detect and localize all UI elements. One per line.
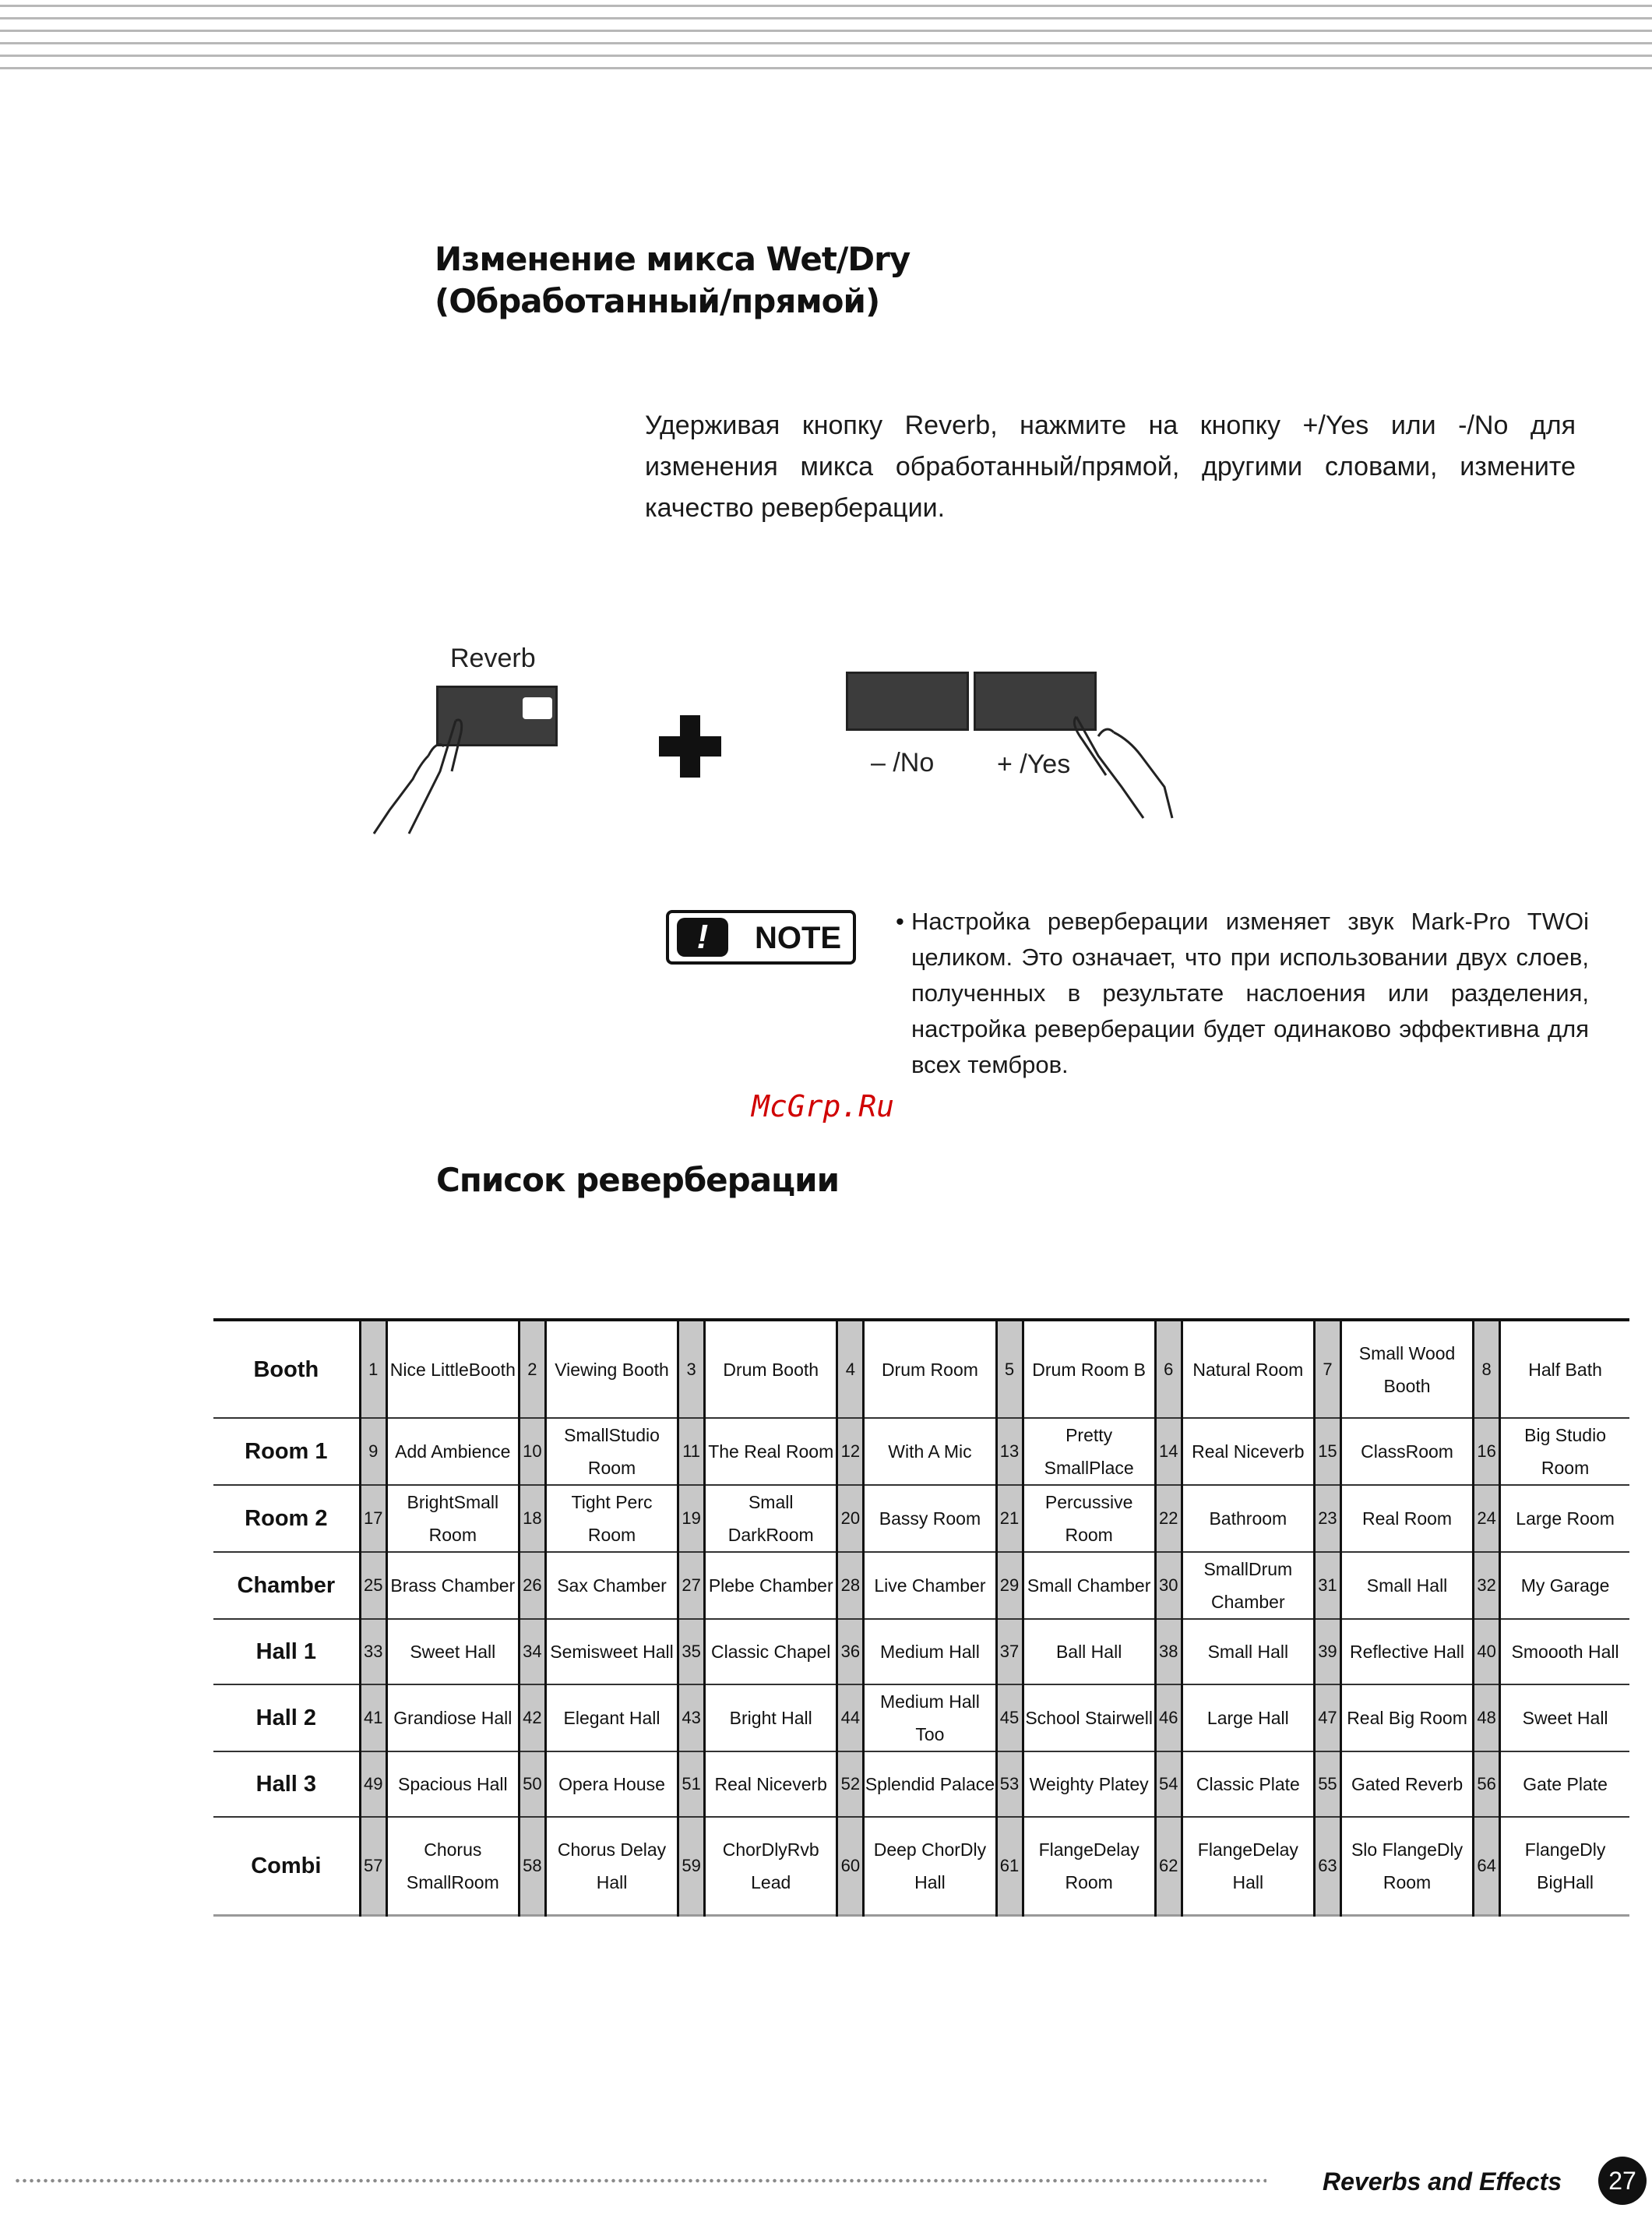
reverb-name-cell: Deep ChorDly Hall [873, 1839, 987, 1892]
reverb-name-cell: Drum Room B [1032, 1359, 1146, 1380]
reverb-name-cell: Bright Hall [729, 1708, 812, 1728]
reverb-number-cell: 30 [1155, 1552, 1182, 1619]
reverb-number-cell: 10 [519, 1418, 545, 1485]
reverb-name-cell: Nice LittleBooth [389, 1359, 516, 1380]
reverb-number-cell: 19 [678, 1485, 705, 1552]
reverb-name-cell: Ball Hall [1055, 1642, 1122, 1662]
hand-pressing-yes-icon [1067, 701, 1176, 826]
reverb-number-cell: 2 [519, 1320, 545, 1418]
reverb-name-cell: ClassRoom [1361, 1441, 1453, 1462]
reverb-number-cell: 12 [837, 1418, 864, 1485]
reverb-number-cell: 34 [519, 1619, 545, 1684]
reverb-number-cell: 42 [519, 1684, 545, 1751]
reverb-name-cell: Percussive Room [1044, 1492, 1133, 1545]
note-badge-label: NOTE [755, 921, 842, 955]
reverb-name-cell: FlangeDly BigHall [1524, 1839, 1606, 1892]
category-cell: Room 1 [245, 1439, 328, 1464]
reverb-number-cell: 40 [1474, 1619, 1500, 1684]
page-number: 27 [1598, 2157, 1647, 2205]
reverb-name-cell: Real Room [1362, 1508, 1453, 1529]
reverb-name-cell: Tight Perc Room [571, 1492, 653, 1545]
hand-pressing-reverb-icon [366, 686, 483, 841]
reverb-number-cell: 15 [1314, 1418, 1340, 1485]
reverb-number-cell: 64 [1474, 1817, 1500, 1915]
reverb-name-cell: The Real Room [708, 1441, 834, 1462]
reverb-list-title: Список реверберации [436, 1161, 840, 1199]
reverb-number-cell: 47 [1314, 1684, 1340, 1751]
reverb-name-cell: BrightSmall Room [407, 1492, 499, 1545]
table-row [213, 1552, 1629, 1619]
category-cell: Hall 3 [255, 1772, 317, 1797]
reverb-number-cell: 18 [519, 1485, 545, 1552]
reverb-number-cell: 49 [360, 1751, 386, 1817]
reverb-name-cell: Pretty SmallPlace [1044, 1425, 1134, 1478]
reverb-name-cell: Small Wood Booth [1358, 1342, 1456, 1396]
reverb-name-cell: Live Chamber [874, 1575, 986, 1596]
reverb-name-cell: Real Niceverb [1192, 1441, 1305, 1462]
reverb-name-cell: Slo FlangeDly Room [1351, 1839, 1464, 1892]
reverb-name-cell: School Stairwell [1025, 1708, 1153, 1728]
reverb-number-cell: 27 [678, 1552, 705, 1619]
reverb-name-cell: With A Mic [888, 1441, 972, 1462]
reverb-name-cell: Real Big Room [1347, 1708, 1467, 1728]
watermark: McGrp.Ru [752, 1089, 895, 1123]
table-row [213, 1418, 1629, 1485]
reverb-number-cell: 17 [360, 1485, 386, 1552]
reverb-number-cell: 6 [1155, 1320, 1182, 1418]
reverb-name-cell: Bathroom [1209, 1508, 1287, 1529]
reverb-number-cell: 13 [996, 1418, 1023, 1485]
plus-icon [659, 715, 721, 778]
reverb-number-cell: 1 [360, 1320, 386, 1418]
note-badge [666, 910, 856, 965]
table-row [213, 1751, 1629, 1817]
category-cell: Room 2 [245, 1506, 328, 1531]
minus-no-label: – /No [871, 748, 935, 778]
reverb-name-cell: Sweet Hall [410, 1642, 496, 1662]
reverb-number-cell: 28 [837, 1552, 864, 1619]
reverb-number-cell: 26 [519, 1552, 545, 1619]
reverb-name-cell: Small DarkRoom [727, 1492, 814, 1545]
reverb-number-cell: 35 [678, 1619, 705, 1684]
reverb-name-cell: Brass Chamber [390, 1575, 516, 1596]
reverb-number-cell: 32 [1474, 1552, 1500, 1619]
reverb-number-cell: 20 [837, 1485, 864, 1552]
reverb-number-cell: 44 [837, 1684, 864, 1751]
reverb-number-cell: 21 [996, 1485, 1023, 1552]
reverb-number-cell: 61 [996, 1817, 1023, 1915]
reverb-name-cell: Small Chamber [1027, 1575, 1151, 1596]
table-row [213, 1485, 1629, 1552]
reverb-number-cell: 50 [519, 1751, 545, 1817]
reverb-number-cell: 7 [1314, 1320, 1340, 1418]
table-row [213, 1320, 1629, 1418]
reverb-number-cell: 22 [1155, 1485, 1182, 1552]
reverb-name-cell: Gate Plate [1523, 1774, 1608, 1794]
reverb-number-cell: 29 [996, 1552, 1023, 1619]
reverb-number-cell: 60 [837, 1817, 864, 1915]
reverb-name-cell: Natural Room [1192, 1359, 1304, 1380]
reverb-name-cell: ChorDlyRvb Lead [722, 1839, 819, 1892]
reverb-number-cell: 11 [678, 1418, 705, 1485]
footer-dotted-rule [14, 2178, 1266, 2183]
note-bullet: • [896, 908, 904, 935]
reverb-name-cell: Grandiose Hall [393, 1708, 513, 1728]
reverb-name-cell: Classic Plate [1196, 1774, 1300, 1794]
table-row [213, 1817, 1629, 1915]
header-rule-lines [0, 0, 1652, 78]
note-text: Настройка реверберации изменяет звук Mark-Pro TWOi целиком. Это означает, что при использовании двух слоев, полученных в результате наслоения или разделения, настройка реверберации будет одинаково эффективна для всех тембров. [911, 908, 1589, 1078]
reverb-name-cell: Half Bath [1528, 1359, 1602, 1380]
reverb-number-cell: 52 [837, 1751, 864, 1817]
reverb-name-cell: Classic Chapel [711, 1642, 831, 1662]
category-cell: Hall 2 [255, 1705, 317, 1730]
table-row [213, 1684, 1629, 1751]
reverb-name-cell: Smoooth Hall [1511, 1642, 1619, 1662]
reverb-number-cell: 38 [1155, 1619, 1182, 1684]
reverb-number-cell: 14 [1155, 1418, 1182, 1485]
reverb-name-cell: Gated Reverb [1351, 1774, 1464, 1794]
reverb-name-cell: Bassy Room [879, 1508, 981, 1529]
reverb-name-cell: Small Hall [1366, 1575, 1448, 1596]
reverb-name-cell: Spacious Hall [398, 1774, 508, 1794]
reverb-number-cell: 25 [360, 1552, 386, 1619]
reverb-name-cell: SmallStudio Room [564, 1425, 660, 1478]
reverb-number-cell: 56 [1474, 1751, 1500, 1817]
reverb-name-cell: Large Room [1516, 1508, 1615, 1529]
reverb-name-cell: My Garage [1520, 1575, 1610, 1596]
reverb-name-cell: FlangeDelay Room [1038, 1839, 1139, 1892]
reverb-number-cell: 3 [678, 1320, 705, 1418]
reverb-number-cell: 36 [837, 1619, 864, 1684]
reverb-name-cell: Drum Room [881, 1359, 978, 1380]
reverb-number-cell: 57 [360, 1817, 386, 1915]
reverb-number-cell: 16 [1474, 1418, 1500, 1485]
reverb-number-cell: 43 [678, 1684, 705, 1751]
reverb-number-cell: 62 [1155, 1817, 1182, 1915]
category-cell: Chamber [237, 1573, 336, 1598]
reverb-name-cell: Semisweet Hall [550, 1642, 674, 1662]
reverb-name-cell: Sax Chamber [557, 1575, 667, 1596]
reverb-number-cell: 59 [678, 1817, 705, 1915]
reverb-table [213, 1318, 1629, 1917]
exclamation-icon: ! [677, 918, 728, 957]
category-cell: Hall 1 [255, 1639, 317, 1664]
reverb-number-cell: 8 [1474, 1320, 1500, 1418]
reverb-name-cell: FlangeDelay Hall [1197, 1839, 1298, 1892]
reverb-name-cell: Opera House [558, 1774, 665, 1794]
instruction-paragraph: Удерживая кнопку Reverb, нажмите на кнопку +/Yes или -/No для изменения микса обработанный/прямой, другими словами, измените качество реверберации. [645, 411, 1576, 523]
reverb-number-cell: 48 [1474, 1684, 1500, 1751]
reverb-number-cell: 5 [996, 1320, 1023, 1418]
category-cell: Booth [253, 1356, 319, 1382]
minus-no-button [846, 672, 969, 731]
reverb-button-label: Reverb [450, 644, 536, 673]
reverb-number-cell: 54 [1155, 1751, 1182, 1817]
reverb-number-cell: 24 [1474, 1485, 1500, 1552]
reverb-name-cell: Add Ambience [395, 1441, 511, 1462]
reverb-number-cell: 41 [360, 1684, 386, 1751]
reverb-name-cell: Sweet Hall [1522, 1708, 1608, 1728]
reverb-number-cell: 51 [678, 1751, 705, 1817]
reverb-name-cell: Reflective Hall [1350, 1642, 1465, 1662]
reverb-number-cell: 55 [1314, 1751, 1340, 1817]
reverb-number-cell: 9 [360, 1418, 386, 1485]
reverb-name-cell: Small Hall [1207, 1642, 1289, 1662]
reverb-name-cell: Big Studio Room [1524, 1425, 1606, 1478]
reverb-name-cell: Medium Hall Too [880, 1691, 980, 1744]
reverb-name-cell: Weighty Platey [1029, 1774, 1149, 1794]
section-title-line2: (Обработанный/прямой) [435, 282, 880, 320]
footer-title: Reverbs and Effects [1323, 2167, 1562, 2196]
category-cell: Combi [251, 1853, 322, 1878]
reverb-number-cell: 53 [996, 1751, 1023, 1817]
reverb-name-cell: Chorus SmallRoom [406, 1839, 499, 1892]
reverb-number-cell: 63 [1314, 1817, 1340, 1915]
section-title-line1: Изменение микса Wet/Dry [435, 240, 911, 278]
reverb-number-cell: 45 [996, 1684, 1023, 1751]
plus-yes-label: + /Yes [997, 750, 1071, 779]
reverb-name-cell: Medium Hall [880, 1642, 980, 1662]
reverb-name-cell: Elegant Hall [563, 1708, 660, 1728]
table-row [213, 1619, 1629, 1684]
reverb-name-cell: SmallDrum Chamber [1203, 1559, 1293, 1612]
reverb-number-cell: 37 [996, 1619, 1023, 1684]
reverb-name-cell: Real Niceverb [714, 1774, 827, 1794]
reverb-number-cell: 58 [519, 1817, 545, 1915]
reverb-name-cell: Plebe Chamber [708, 1575, 833, 1596]
reverb-name-cell: Large Hall [1206, 1708, 1289, 1728]
reverb-name-cell: Chorus Delay Hall [557, 1839, 667, 1892]
reverb-number-cell: 23 [1314, 1485, 1340, 1552]
reverb-number-cell: 31 [1314, 1552, 1340, 1619]
reverb-number-cell: 4 [837, 1320, 864, 1418]
reverb-name-cell: Splendid Palace [865, 1774, 995, 1794]
reverb-number-cell: 46 [1155, 1684, 1182, 1751]
reverb-number-cell: 33 [360, 1619, 386, 1684]
reverb-number-cell: 39 [1314, 1619, 1340, 1684]
reverb-name-cell: Viewing Booth [555, 1359, 669, 1380]
reverb-name-cell: Drum Booth [723, 1359, 819, 1380]
